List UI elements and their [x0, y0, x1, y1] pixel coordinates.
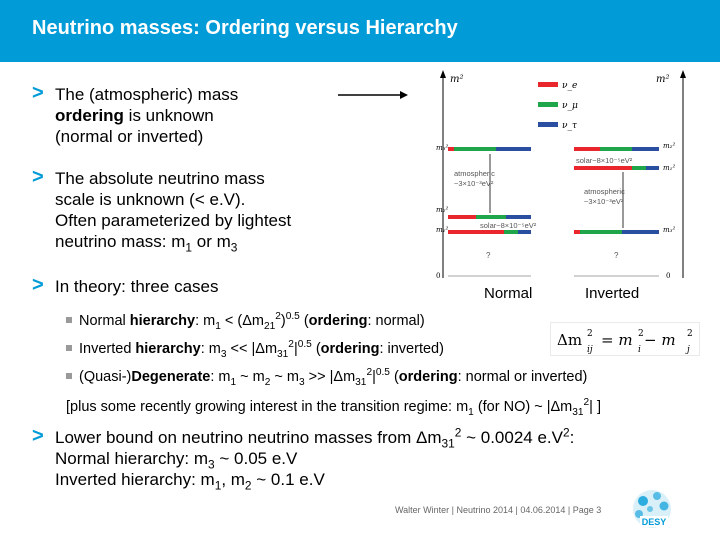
- formula-lhs-sub: ij: [587, 345, 593, 355]
- inverted-solar-label: solar~8×10⁻⁵eV²: [576, 156, 633, 165]
- footer-text: Walter Winter | Neutrino 2014 | 04.06.2014 | Page 3: [395, 505, 602, 515]
- subscript: 1: [185, 240, 193, 255]
- inverted-question: ?: [614, 251, 619, 260]
- text: Lower bound on neutrino neutrino masses from: [55, 428, 416, 447]
- desy-logo-icon: [627, 487, 677, 531]
- slide-title: Neutrino masses: Ordering versus Hierarchy: [32, 17, 458, 39]
- level-label-m2: m₂²: [436, 206, 449, 214]
- sub-bullet-degenerate: [66, 368, 587, 386]
- text: < (Δm: [220, 313, 264, 329]
- delta-m-formula: [550, 322, 700, 356]
- superscript: 2: [288, 339, 294, 351]
- superscript: 0.5: [285, 311, 300, 323]
- left-axis-label: m²: [450, 74, 464, 85]
- text-bold: hierarchy: [129, 313, 196, 329]
- level-label-m3-inv: m₃²: [663, 226, 676, 234]
- text: |: [293, 341, 298, 357]
- note-transition-regime: [66, 398, 601, 416]
- square-bullet-icon: [66, 373, 72, 379]
- level-label-m1-inv: m₁²: [663, 164, 676, 172]
- text: The (atmospheric) mass: [55, 85, 239, 104]
- superscript: 0.5: [375, 367, 390, 379]
- superscript: 2: [563, 425, 570, 440]
- bullet-absolute-scale: [55, 168, 345, 255]
- text: Δ: [415, 428, 428, 447]
- formula-sup-i: 2: [638, 329, 644, 339]
- level-label-zero-inv: 0: [666, 272, 671, 280]
- logo-text: DESY: [641, 517, 667, 527]
- level-label-m1: m₁²: [436, 226, 449, 234]
- normal-m3-level: [448, 147, 531, 151]
- subscript: 1: [214, 478, 222, 493]
- legend-label-nu-mu: ν_μ: [562, 101, 578, 111]
- left-axis-arrow-icon: [440, 70, 446, 78]
- text: ~ 0.1 e.V: [251, 470, 325, 489]
- text: >> |Δm: [304, 369, 356, 385]
- text: [plus some recently growing interest in the transition regime: m: [66, 399, 469, 415]
- text: | ]: [589, 399, 601, 415]
- formula-lhs: Δm: [557, 331, 583, 349]
- inverted-atm-value: ~3×10⁻³eV²: [584, 197, 624, 206]
- text: scale is unknown (< e.V).: [55, 190, 246, 209]
- legend-label-nu-e: ν_e: [562, 81, 578, 91]
- normal-m1-level: [448, 230, 531, 234]
- inverted-m3-level: [574, 230, 659, 234]
- text: << |Δm: [226, 341, 278, 357]
- subscript: 31: [572, 406, 584, 418]
- text: :: [569, 428, 575, 447]
- mass-ordering-diagram: [428, 68, 690, 300]
- formula-sub-j: j: [687, 345, 690, 355]
- formula-sub-i: i: [638, 345, 641, 355]
- right-axis-label: m²: [656, 74, 670, 85]
- text-bold: Degenerate: [131, 369, 211, 385]
- normal-question: ?: [486, 251, 491, 260]
- text: ~ 0.0024 e.V: [461, 428, 563, 447]
- text: Often parameterized by lightest: [55, 211, 292, 230]
- text: : m: [200, 341, 221, 357]
- text-bold: ordering: [55, 106, 124, 125]
- bullet-mass-ordering: [55, 84, 335, 147]
- normal-label: Normal: [484, 285, 533, 302]
- text: The absolute neutrino mass: [55, 169, 265, 188]
- text: : normal): [367, 313, 425, 329]
- subscript: 31: [277, 348, 289, 360]
- formula-rhs: = m: [601, 331, 633, 349]
- formula-sup-j: 2: [687, 329, 693, 339]
- text: neutrino mass: m: [55, 232, 186, 251]
- text: is unknown: [123, 106, 214, 125]
- level-label-zero: 0: [436, 272, 441, 280]
- subscript: 31: [441, 436, 455, 451]
- text-bold: ordering: [308, 313, 368, 329]
- subscript: 1: [468, 406, 474, 418]
- subscript: 1: [230, 376, 237, 388]
- text: (Quasi-): [79, 369, 132, 385]
- text-bold: ordering: [320, 341, 380, 357]
- text: or m: [192, 232, 231, 251]
- subscript: 3: [299, 376, 305, 388]
- superscript: 2: [583, 397, 590, 409]
- text: (: [311, 341, 321, 357]
- subscript: 31: [355, 376, 367, 388]
- superscript: 0.5: [297, 339, 312, 351]
- subscript: 21: [263, 320, 276, 332]
- sub-bullet-normal-hierarchy: [66, 312, 425, 330]
- formula-minus: − m: [644, 331, 676, 349]
- subscript: 1: [215, 320, 221, 332]
- text: |: [372, 369, 376, 385]
- inverted-m1-level: [574, 166, 659, 170]
- inverted-label: Inverted: [585, 285, 640, 302]
- normal-solar-label: solar~8×10⁻⁵eV²: [480, 221, 537, 230]
- normal-m2-level: [448, 215, 531, 219]
- bullet-three-cases: [55, 276, 218, 297]
- legend-swatch-nu-e: [538, 82, 558, 87]
- text-bold: ordering: [398, 369, 458, 385]
- right-arrow-icon: [338, 90, 408, 100]
- subscript: 3: [208, 457, 215, 472]
- bullet-marker-icon: >: [32, 82, 44, 104]
- level-label-m2-inv: m₂²: [663, 142, 676, 150]
- right-axis-arrow-icon: [680, 70, 686, 78]
- normal-atm-value: ~3×10⁻³eV²: [454, 179, 494, 188]
- bullet-lower-bound: [55, 425, 705, 493]
- text: ~ m: [270, 369, 299, 385]
- text: Inverted hierarchy: m: [55, 470, 215, 489]
- text-bold: hierarchy: [135, 341, 201, 357]
- text: (for NO) ~ |Δm: [473, 399, 573, 415]
- text: ~ m: [236, 369, 265, 385]
- inverted-atm-label: atmospheric: [584, 187, 625, 196]
- legend-label-nu-tau: ν_τ: [562, 121, 577, 131]
- superscript: 2: [275, 311, 281, 323]
- text: : normal or inverted): [457, 369, 588, 385]
- bullet-marker-icon: >: [32, 274, 44, 296]
- square-bullet-icon: [66, 317, 72, 323]
- text: Normal: [79, 313, 130, 329]
- normal-atm-label: atmospheric: [454, 169, 495, 178]
- title-bar: [0, 0, 720, 62]
- square-bullet-icon: [66, 345, 72, 351]
- subscript: 3: [230, 240, 238, 255]
- text: : m: [195, 313, 216, 329]
- legend-swatch-nu-mu: [538, 102, 558, 107]
- text: (normal or inverted): [55, 127, 204, 146]
- formula-lhs-sup: 2: [587, 329, 593, 339]
- bullet-marker-icon: >: [32, 425, 44, 447]
- subscript: 2: [264, 376, 271, 388]
- bullet-marker-icon: >: [32, 166, 44, 188]
- superscript: 2: [454, 425, 462, 440]
- subscript: 2: [244, 478, 252, 493]
- level-label-m3: m₃²: [436, 144, 449, 152]
- sub-bullet-inverted-hierarchy: [66, 340, 444, 358]
- formula-svg: [551, 323, 701, 357]
- text: : inverted): [379, 341, 444, 357]
- superscript: 2: [366, 367, 373, 379]
- text: (: [299, 313, 309, 329]
- text: ~ 0.05 e.V: [214, 449, 298, 468]
- subscript: 3: [220, 348, 227, 360]
- text: In theory: three cases: [55, 277, 219, 296]
- text: Normal hierarchy: m: [55, 449, 209, 468]
- text: Inverted: [79, 341, 136, 357]
- legend-swatch-nu-tau: [538, 122, 558, 127]
- text: ): [280, 313, 286, 329]
- inverted-m2-level: [574, 147, 659, 151]
- text: m: [427, 428, 442, 447]
- text: : m: [210, 369, 231, 385]
- text: , m: [221, 470, 245, 489]
- text: (: [389, 369, 399, 385]
